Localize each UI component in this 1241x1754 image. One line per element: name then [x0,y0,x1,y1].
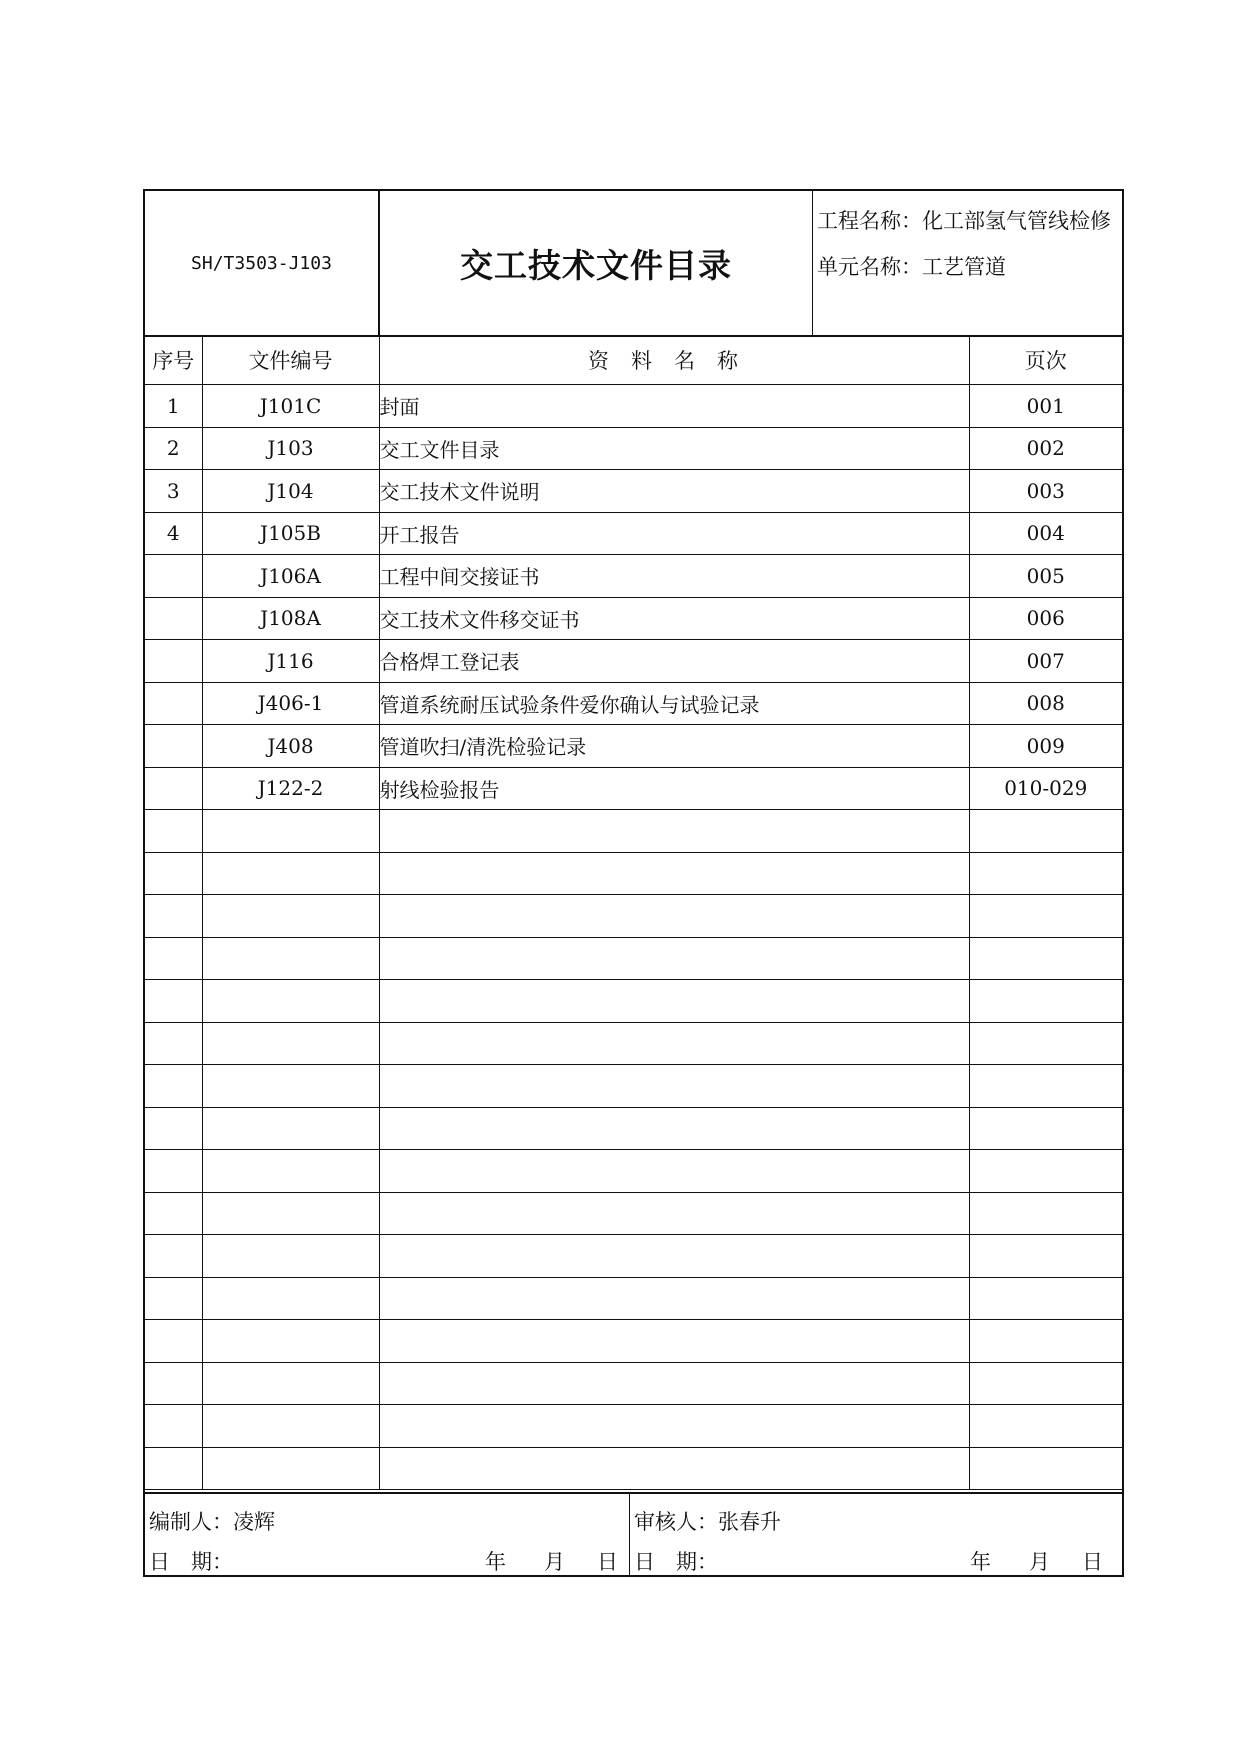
row-file-code [202,1065,379,1108]
reviewer-date-month: 月 [1029,1550,1050,1574]
row-file-code: J103 [202,427,379,470]
reviewer-date-day: 日 [1082,1550,1103,1574]
row-file-code [202,1150,379,1193]
row-page-range: 009 [969,725,1122,768]
row-number: 4 [145,512,202,555]
row-file-code: J122-2 [202,767,379,810]
table-row [145,1065,1122,1108]
row-page-range [969,1107,1122,1150]
compiler-line [149,1506,275,1536]
row-page-range: 003 [969,470,1122,513]
row-file-code: J406-1 [202,682,379,725]
table-row [145,1320,1122,1363]
row-file-code [202,980,379,1023]
row-page-range: 005 [969,555,1122,598]
table-row [145,640,1122,683]
row-page-range: 007 [969,640,1122,683]
project-name-value: 化工部氢气管线检修 [922,209,1111,233]
unit-name-line [817,251,1006,281]
row-page-range: 010-029 [969,767,1122,810]
table-row [145,937,1122,980]
row-document-name: 管道系统耐压试验条件爱你确认与试验记录 [379,682,969,725]
unit-name-label: 单元名称： [817,255,922,279]
row-file-code [202,810,379,853]
row-document-name: 开工报告 [379,512,969,555]
row-number [145,937,202,980]
table-row [145,810,1122,853]
compiler-date-month: 月 [544,1550,565,1574]
row-number [145,1192,202,1235]
row-file-code: J104 [202,470,379,513]
row-file-code: J116 [202,640,379,683]
row-document-name: 交工技术文件说明 [379,470,969,513]
col-header-code: 文件编号 [202,335,379,385]
row-file-code: J408 [202,725,379,768]
row-number [145,1362,202,1405]
table-row [145,597,1122,640]
compiler-date-year: 年 [485,1550,506,1574]
row-number [145,852,202,895]
row-number [145,1150,202,1193]
reviewer-date-year: 年 [970,1550,991,1574]
row-page-range [969,1362,1122,1405]
row-document-name [379,980,969,1023]
row-number: 2 [145,427,202,470]
row-document-name [379,1150,969,1193]
row-file-code [202,937,379,980]
row-number [145,980,202,1023]
table-row [145,1362,1122,1405]
row-file-code [202,1447,379,1490]
table-row [145,1277,1122,1320]
row-document-name [379,1447,969,1490]
row-document-name [379,1405,969,1448]
row-file-code [202,1405,379,1448]
table-row [145,682,1122,725]
row-number [145,1277,202,1320]
row-document-name [379,1065,969,1108]
row-document-name: 封面 [379,385,969,428]
row-document-name [379,895,969,938]
table-row [145,1447,1122,1490]
col-header-name: 资料名称 [379,335,969,385]
table-row [145,1192,1122,1235]
table-row [145,725,1122,768]
row-page-range [969,1022,1122,1065]
form-code: SH/T3503-J103 [145,191,380,335]
row-number [145,1235,202,1278]
row-document-name: 射线检验报告 [379,767,969,810]
row-page-range [969,1065,1122,1108]
row-page-range: 004 [969,512,1122,555]
row-file-code [202,1320,379,1363]
row-document-name: 工程中间交接证书 [379,555,969,598]
row-number [145,810,202,853]
signature-footer [145,1492,1122,1575]
row-page-range [969,1235,1122,1278]
row-document-name [379,810,969,853]
table-row [145,1235,1122,1278]
compiler-block [145,1494,630,1575]
table-header-row [145,335,1122,385]
row-file-code [202,852,379,895]
compiler-date-label: 日 期： [149,1550,233,1574]
row-file-code [202,1362,379,1405]
row-page-range: 002 [969,427,1122,470]
unit-name-value: 工艺管道 [922,255,1006,279]
row-file-code: J106A [202,555,379,598]
table-row [145,385,1122,428]
row-number [145,597,202,640]
row-page-range [969,852,1122,895]
row-document-name [379,1277,969,1320]
row-document-name: 交工文件目录 [379,427,969,470]
row-page-range: 008 [969,682,1122,725]
reviewer-name: 张春升 [718,1510,781,1534]
compiler-label: 编制人： [149,1510,233,1534]
row-document-name [379,1235,969,1278]
table-row [145,767,1122,810]
table-row [145,852,1122,895]
project-info [813,191,1124,335]
table-row [145,427,1122,470]
table-row [145,1107,1122,1150]
reviewer-line [634,1506,781,1536]
row-page-range: 001 [969,385,1122,428]
project-name-label: 工程名称： [817,209,922,233]
row-number [145,1065,202,1108]
row-page-range [969,1320,1122,1363]
row-file-code [202,1192,379,1235]
row-page-range [969,810,1122,853]
row-page-range [969,1405,1122,1448]
row-number [145,1022,202,1065]
row-file-code: J101C [202,385,379,428]
project-name-line [817,205,1111,235]
row-document-name [379,1192,969,1235]
row-number [145,682,202,725]
row-number [145,1447,202,1490]
row-document-name [379,1022,969,1065]
row-number [145,895,202,938]
row-file-code [202,895,379,938]
row-number [145,767,202,810]
row-document-name: 合格焊工登记表 [379,640,969,683]
row-document-name [379,1320,969,1363]
col-header-page: 页次 [969,335,1122,385]
table-row [145,512,1122,555]
row-document-name: 管道吹扫/清洗检验记录 [379,725,969,768]
row-file-code: J105B [202,512,379,555]
row-document-name [379,852,969,895]
compiler-date-day: 日 [597,1550,618,1574]
compiler-name: 凌辉 [233,1510,275,1534]
reviewer-date-label: 日 期： [634,1550,718,1574]
row-file-code: J108A [202,597,379,640]
row-page-range [969,1192,1122,1235]
row-document-name [379,1362,969,1405]
document-index-table [145,335,1122,1490]
row-page-range [969,895,1122,938]
row-page-range [969,1277,1122,1320]
row-number: 3 [145,470,202,513]
row-page-range [969,937,1122,980]
form-header [145,191,1122,337]
col-header-no: 序号 [145,335,202,385]
form-sheet [143,189,1124,1577]
reviewer-block [630,1494,1122,1575]
row-file-code [202,1107,379,1150]
row-number [145,640,202,683]
row-number [145,725,202,768]
row-page-range [969,1447,1122,1490]
table-row [145,470,1122,513]
row-document-name [379,937,969,980]
row-number [145,1107,202,1150]
row-number [145,555,202,598]
table-row [145,1022,1122,1065]
row-number [145,1320,202,1363]
table-row [145,1405,1122,1448]
table-row [145,980,1122,1023]
row-number: 1 [145,385,202,428]
row-page-range [969,980,1122,1023]
row-file-code [202,1022,379,1065]
table-row [145,895,1122,938]
row-file-code [202,1235,379,1278]
table-row [145,1150,1122,1193]
row-file-code [202,1277,379,1320]
row-document-name [379,1107,969,1150]
row-number [145,1405,202,1448]
form-title: 交工技术文件目录 [380,191,813,335]
row-document-name: 交工技术文件移交证书 [379,597,969,640]
reviewer-label: 审核人： [634,1510,718,1534]
row-page-range: 006 [969,597,1122,640]
table-row [145,555,1122,598]
row-page-range [969,1150,1122,1193]
